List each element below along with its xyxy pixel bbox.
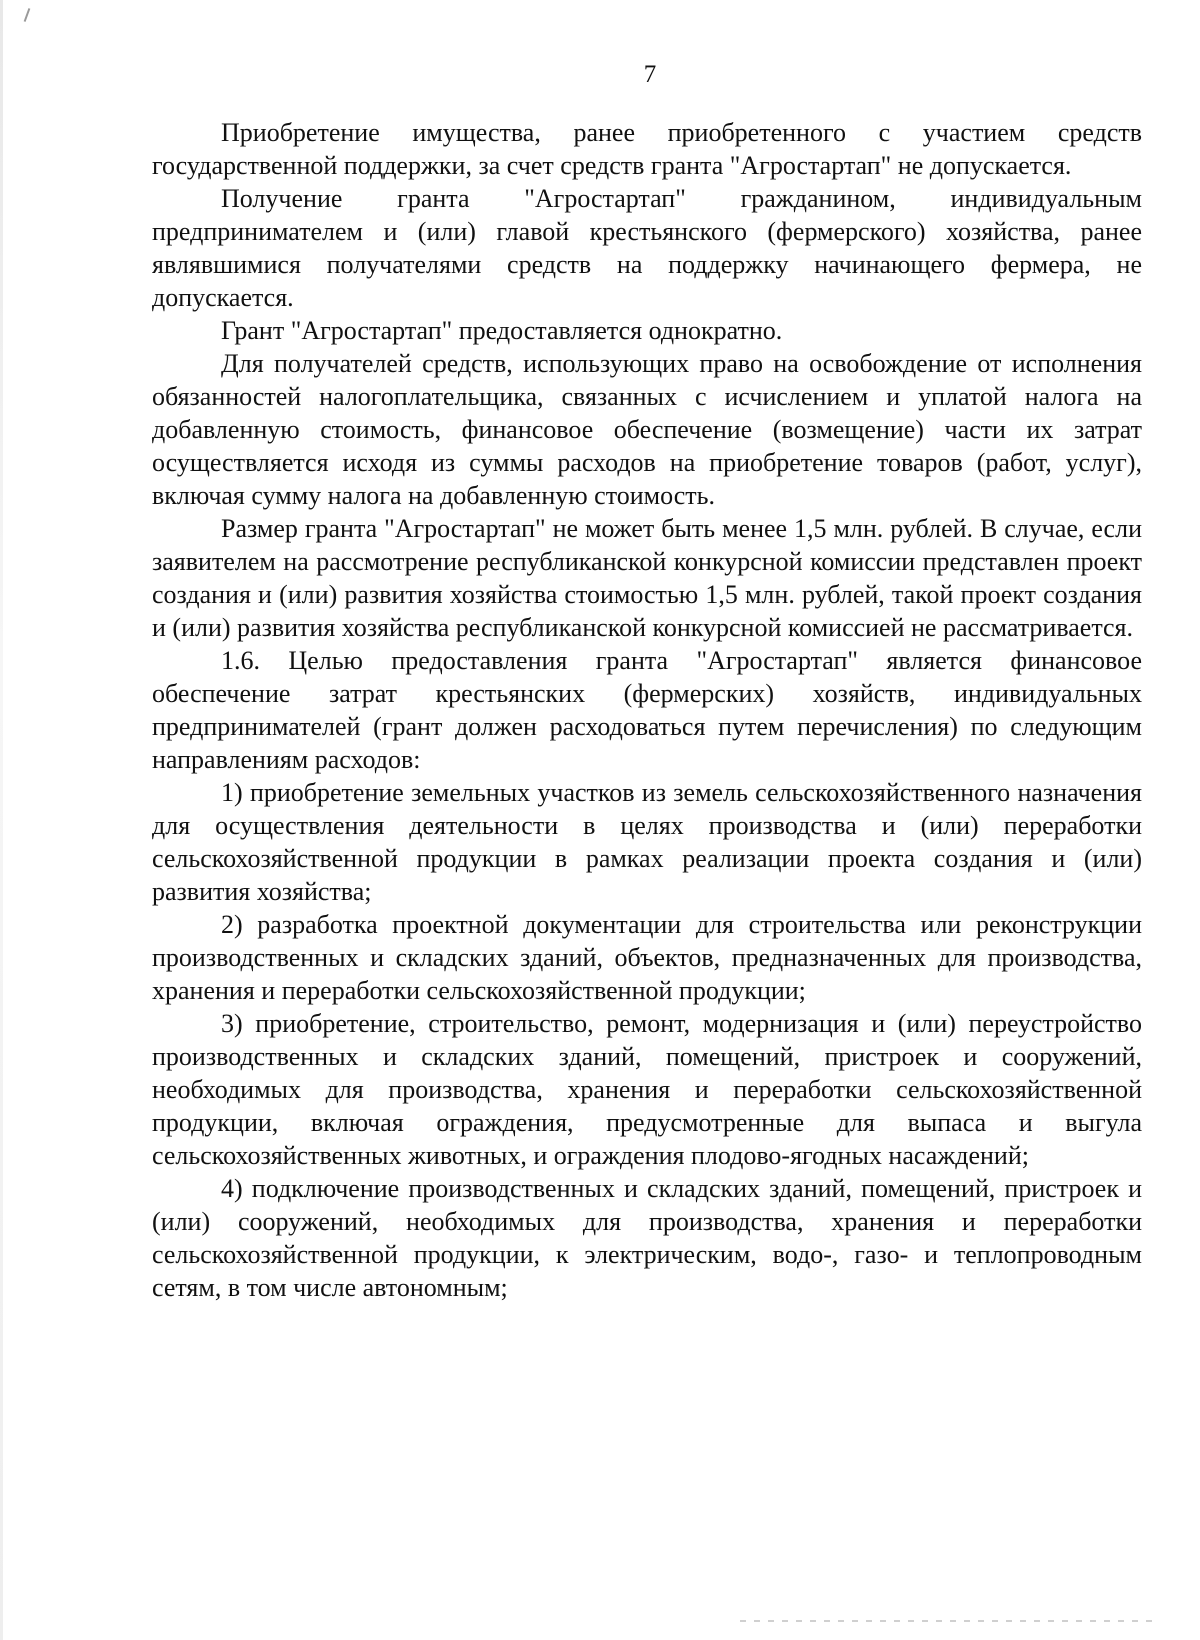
paragraph-repeat-recipient-restriction: Получение гранта "Агростартап" гражданином, индивидуальным предпринимателем и (или) главой крестьянского (фермерского) хозяйства, ранее являвшимися получателями средств на поддержку начинающего фермера, не допускается. bbox=[152, 184, 1142, 312]
scan-noise-dots bbox=[740, 1620, 1160, 1622]
paragraph-single-grant: Грант "Агростартап" предоставляется однократно. bbox=[221, 316, 783, 345]
scan-edge-shadow bbox=[0, 0, 3, 1640]
list-item-3-construction: 3) приобретение, строительство, ремонт, модернизация и (или) переустройство производственных и складских зданий, помещений, пристроек и сооружений, необходимых для производства, хранения и переработки сельскохозяйственной продукции, включая ограждения, предусмотренные для выпаса и выгула сельскохозяйственных животных, и ограждения плодово-ягодных насаждений; bbox=[152, 1009, 1142, 1170]
paragraph-vat-exemption: Для получателей средств, использующих право на освобождение от исполнения обязанностей налогоплательщика, связанных с исчислением и уплатой налога на добавленную стоимость, финансовое обеспечение (возмещение) части их затрат осуществляется исходя из суммы расходов на приобретение товаров (работ, услуг), включая сумму налога на добавленную стоимость. bbox=[152, 349, 1142, 510]
paragraph-property-restriction: Приобретение имущества, ранее приобретенного с участием средств государственной поддержки, за счет средств гранта "Агростартап" не допускается. bbox=[152, 118, 1142, 180]
list-item-1-land-purchase: 1) приобретение земельных участков из земель сельскохозяйственного назначения для осуществления деятельности в целях производства и (или) переработки сельскохозяйственной продукции в рамках реализации проекта создания и (или) развития хозяйства; bbox=[152, 778, 1142, 906]
body-text bbox=[152, 116, 1142, 1304]
paragraph-section-1-6: 1.6. Целью предоставления гранта "Агростартап" является финансовое обеспечение затрат крестьянских (фермерских) хозяйств, индивидуальных предпринимателей (грант должен расходоваться путем перечисления) по следующим направлениям расходов: bbox=[152, 646, 1142, 774]
list-item-2-design-documentation: 2) разработка проектной документации для строительства или реконструкции производственных и складских зданий, объектов, предназначенных для производства, хранения и переработки сельскохозяйственной продукции; bbox=[152, 910, 1142, 1005]
paragraph-grant-amount: Размер гранта "Агростартап" не может быть менее 1,5 млн. рублей. В случае, если заявителем на рассмотрение республиканской конкурсной комиссии представлен проект создания и (или) развития хозяйства стоимостью 1,5 млн. рублей, такой проект создания и (или) развития хозяйства республиканской конкурсной комиссией не рассматривается. bbox=[152, 514, 1142, 642]
scan-speck-mark bbox=[24, 8, 31, 22]
page-number: 7 bbox=[643, 61, 657, 88]
list-item-4-utility-connection: 4) подключение производственных и складских зданий, помещений, пристроек и (или) сооружений, необходимых для производства, хранения и переработки сельскохозяйственной продукции, к электрическим, водо-, газо- и теплопроводным сетям, в том числе автономным; bbox=[152, 1174, 1142, 1302]
